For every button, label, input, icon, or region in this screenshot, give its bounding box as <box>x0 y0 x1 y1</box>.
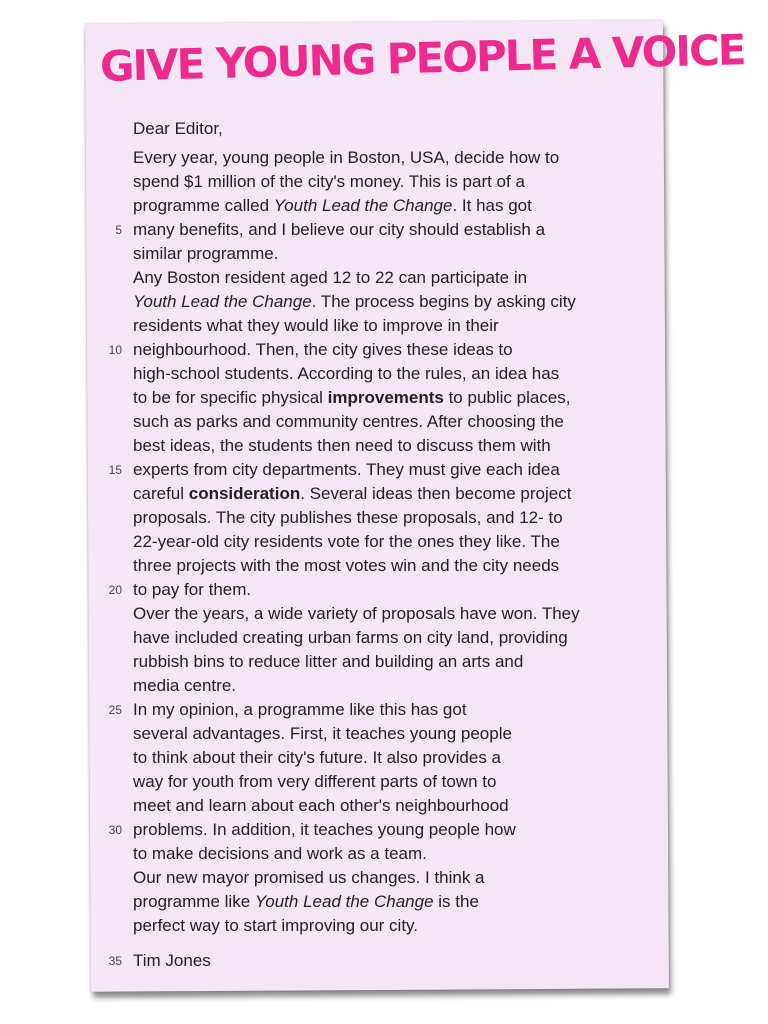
body-line: high-school students. According to the rules, an idea has <box>133 364 560 383</box>
body-line: media centre. <box>133 676 236 695</box>
line-number: 25 <box>108 703 122 717</box>
body-line <box>133 291 576 313</box>
programme-name: Youth Lead the Change <box>273 196 453 215</box>
signature: Tim Jones <box>133 951 211 970</box>
text-span: . The process begins by asking city <box>311 292 576 311</box>
keyword-consideration: consideration <box>188 484 301 503</box>
text-span: to public places, <box>443 388 571 407</box>
body-line: similar programme. <box>133 244 279 263</box>
body-line: Every year, young people in Boston, USA, decide how to <box>133 148 560 167</box>
body-line <box>133 483 571 505</box>
text-span: programme like <box>133 892 255 911</box>
body-line: three projects with the most votes win and the city needs <box>133 556 560 575</box>
line-number: 5 <box>115 223 122 237</box>
text-span: programme called <box>133 196 274 215</box>
body-line: perfect way to start improving our city. <box>133 916 419 935</box>
body-line: best ideas, the students then need to discuss them with <box>133 436 551 455</box>
body-line: to make decisions and work as a team. <box>133 844 427 863</box>
body-line: 22-year-old city residents vote for the ones they like. The <box>133 532 560 551</box>
text-span: to be for specific physical <box>133 388 328 407</box>
letter-title: GIVE YOUNG PEOPLE A VOICE <box>99 25 746 91</box>
line-number: 20 <box>108 583 122 597</box>
body-line: many benefits, and I believe our city should establish a <box>133 220 546 239</box>
body-line: such as parks and community centres. After choosing the <box>133 412 564 431</box>
line-number: 10 <box>108 343 122 357</box>
body-line: rubbish bins to reduce litter and building an arts and <box>133 652 524 671</box>
salutation: Dear Editor, <box>133 119 223 138</box>
body-line: In my opinion, a programme like this has got <box>133 700 467 719</box>
programme-name: Youth Lead the Change <box>254 892 434 911</box>
body-line <box>133 891 479 913</box>
body-line: neighbourhood. Then, the city gives these ideas to <box>133 340 513 359</box>
body-line: Any Boston resident aged 12 to 22 can participate in <box>133 268 528 287</box>
body-line: way for youth from very different parts of town to <box>133 772 497 791</box>
text-span: careful <box>133 484 189 503</box>
keyword-improvements: improvements <box>327 388 444 407</box>
line-number: 30 <box>108 823 122 837</box>
body-line <box>133 195 532 217</box>
line-number: 15 <box>108 463 122 477</box>
body-line: Over the years, a wide variety of proposals have won. They <box>133 604 580 623</box>
body-line: to think about their city's future. It also provides a <box>133 748 501 767</box>
body-line: spend $1 million of the city's money. This is part of a <box>133 172 525 191</box>
body-line: to pay for them. <box>133 580 252 599</box>
body-line: Our new mayor promised us changes. I think a <box>133 868 485 887</box>
body-line: experts from city departments. They must give each idea <box>133 460 560 479</box>
body-line: have included creating urban farms on city land, providing <box>133 628 568 647</box>
text-span: . Several ideas then become project <box>300 484 572 503</box>
body-line: meet and learn about each other's neighbourhood <box>133 796 509 815</box>
text-span: . It has got <box>452 196 532 215</box>
line-number: 35 <box>108 954 122 968</box>
text-span: is the <box>433 892 479 911</box>
body-line: residents what they would like to improve in their <box>133 316 499 335</box>
body-line: problems. In addition, it teaches young people how <box>133 820 516 839</box>
programme-name: Youth Lead the Change <box>133 292 312 311</box>
body-line: proposals. The city publishes these proposals, and 12- to <box>133 508 563 527</box>
body-line: several advantages. First, it teaches young people <box>133 724 512 743</box>
body-line <box>133 387 571 409</box>
